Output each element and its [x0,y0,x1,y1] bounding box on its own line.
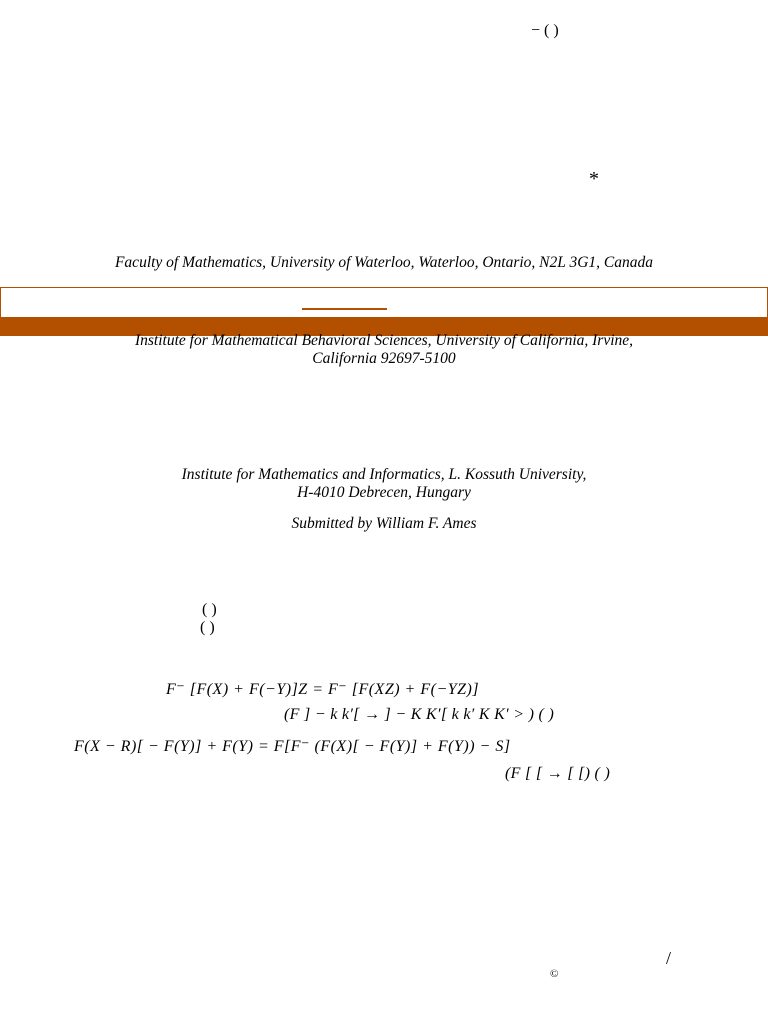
equation-1: F⁻ [F(X) + F(−Y)]Z = F⁻ [F(XZ) + F(−YZ)] [166,681,480,698]
copyright-icon: © [550,968,559,980]
toolbar-tab-indicator[interactable] [302,308,387,310]
equation-2-condition: (F [ [ → [ [) ( ) [505,765,611,782]
paren-fragment-1: ( ) [202,601,217,618]
affiliation-waterloo: Faculty of Mathematics, University of Waterloo, Waterloo, Ontario, N2L 3G1, Canada [114,254,654,271]
affiliation-irvine-line1: Institute for Mathematical Behavioral Sciences, University of California, Irvine, [134,332,634,349]
author-footnote-asterisk: * [589,168,599,190]
toolbar-overlay[interactable] [0,287,768,318]
header-fragment: − ( ) [531,22,559,39]
affiliation-irvine [0,332,768,368]
affiliation-debrecen-line2: H-4010 Debrecen, Hungary [297,484,471,501]
submitted-by: Submitted by William F. Ames [291,515,477,532]
affiliation-irvine-line2: California 92697-5100 [312,350,456,367]
footer-slash: / [666,948,672,968]
equation-1-condition: (F ] − k k′[ → ] − K K′[ k k′ K K′ > ) ( ) [284,706,555,723]
equation-2: F(X − R)[ − F(Y)] + F(Y) = F[F⁻ (F(X)[ − F(Y)] + F(Y)) − S] [74,738,511,755]
affiliation-debrecen [0,466,768,502]
affiliation-debrecen-line1: Institute for Mathematics and Informatics, L. Kossuth University, [181,466,587,483]
paren-fragment-2: ( ) [200,619,215,636]
